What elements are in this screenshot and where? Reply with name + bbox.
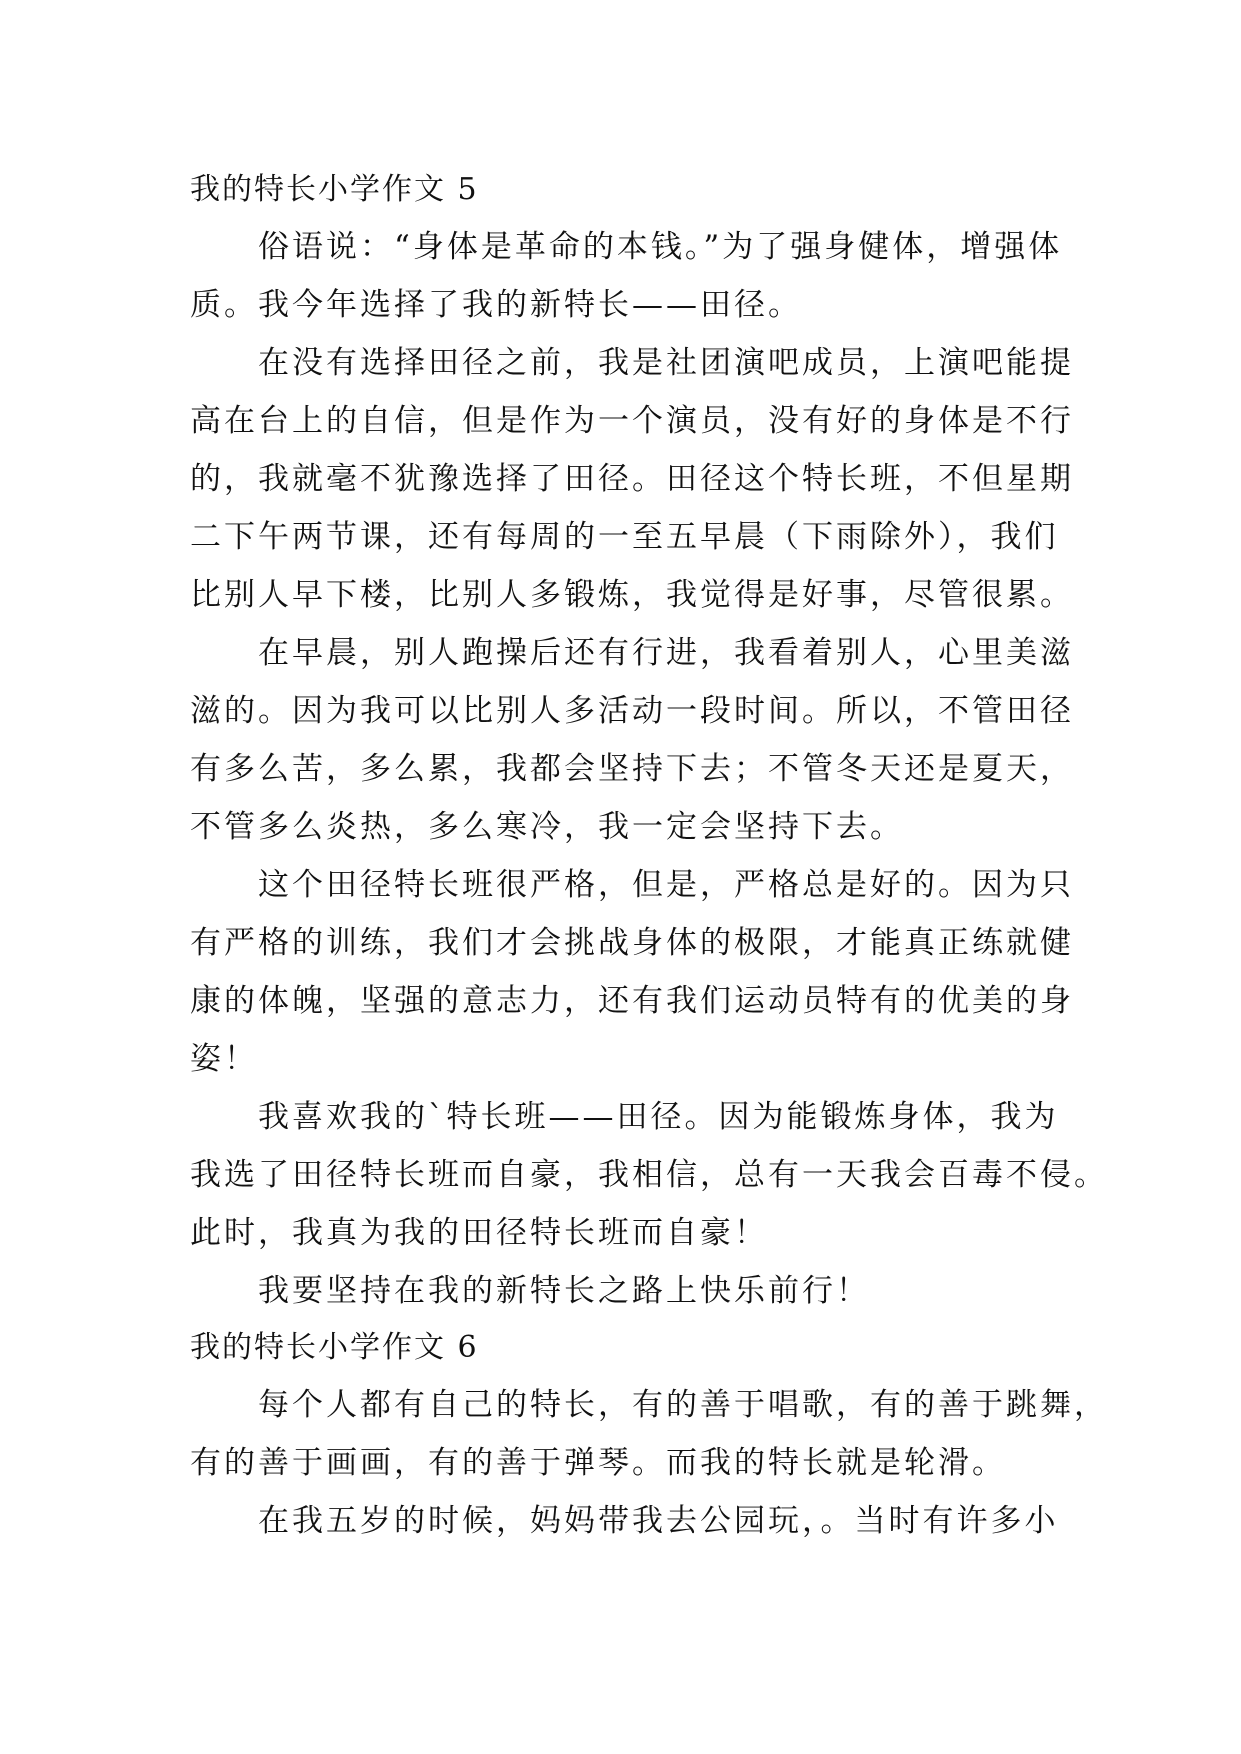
paragraph [190, 1376, 1108, 1492]
text-line: 不管多么炎热，多么寒冷，我一定会坚持下去。 [190, 809, 904, 845]
text-line: 我喜欢我的`特长班——田径。因为能锻炼身体，我为 [258, 1099, 1059, 1135]
text-line: 姿！ [190, 1041, 258, 1077]
text-line: 有的善于画画，有的善于弹琴。而我的特长就是轮滑。 [190, 1445, 1006, 1481]
paragraph [190, 1262, 1055, 1320]
text-line: 滋的。因为我可以比别人多活动一段时间。所以，不管田径 [190, 693, 1074, 729]
text-line: 此时，我真为我的田径特长班而自豪！ [190, 1215, 768, 1251]
text-line: 我要坚持在我的新特长之路上快乐前行！ [258, 1273, 870, 1309]
essay-6 [190, 1320, 1108, 1550]
text-line: 的，我就毫不犹豫选择了田径。田径这个特长班，不但星期 [190, 461, 1074, 497]
essay-5 [190, 162, 1108, 1320]
text-line: 质。我今年选择了我的新特长——田径。 [190, 287, 802, 323]
essay-5-body [190, 218, 1108, 1320]
text-line: 比别人早下楼，比别人多锻炼，我觉得是好事，尽管很累。 [190, 577, 1074, 613]
paragraph [190, 334, 1074, 624]
document-page [190, 162, 1108, 1550]
text-line: 在早晨，别人跑操后还有行进，我看着别人，心里美滋 [258, 635, 1074, 671]
paragraph [190, 856, 1074, 1088]
text-line: 在我五岁的时候，妈妈带我去公园玩，。当时有许多小 [258, 1503, 1059, 1539]
text-line: 这个田径特长班很严格，但是，严格总是好的。因为只 [258, 867, 1074, 903]
text-line: 康的体魄，坚强的意志力，还有我们运动员特有的优美的身 [190, 983, 1074, 1019]
essay-5-heading: 我的特长小学作文 5 [190, 172, 479, 207]
paragraph [190, 1088, 1108, 1262]
paragraph [190, 624, 1074, 856]
paragraph [190, 1492, 1059, 1550]
text-line: 高在台上的自信，但是作为一个演员，没有好的身体是不行 [190, 403, 1074, 439]
paragraph [190, 218, 1063, 334]
essay-6-body [190, 1376, 1108, 1550]
text-line: 我选了田径特长班而自豪，我相信，总有一天我会百毒不侵。 [190, 1157, 1108, 1193]
essay-6-heading: 我的特长小学作文 6 [190, 1330, 479, 1365]
text-line: 有严格的训练，我们才会挑战身体的极限，才能真正练就健 [190, 925, 1074, 961]
text-line: 俗语说：“身体是革命的本钱。”为了强身健体，增强体 [258, 229, 1063, 265]
text-line: 每个人都有自己的特长，有的善于唱歌，有的善于跳舞， [258, 1387, 1108, 1423]
text-line: 在没有选择田径之前，我是社团演吧成员，上演吧能提 [258, 345, 1074, 381]
text-line: 二下午两节课，还有每周的一至五早晨（下雨除外），我们 [190, 519, 1059, 555]
text-line: 有多么苦，多么累，我都会坚持下去；不管冬天还是夏天， [190, 751, 1074, 787]
